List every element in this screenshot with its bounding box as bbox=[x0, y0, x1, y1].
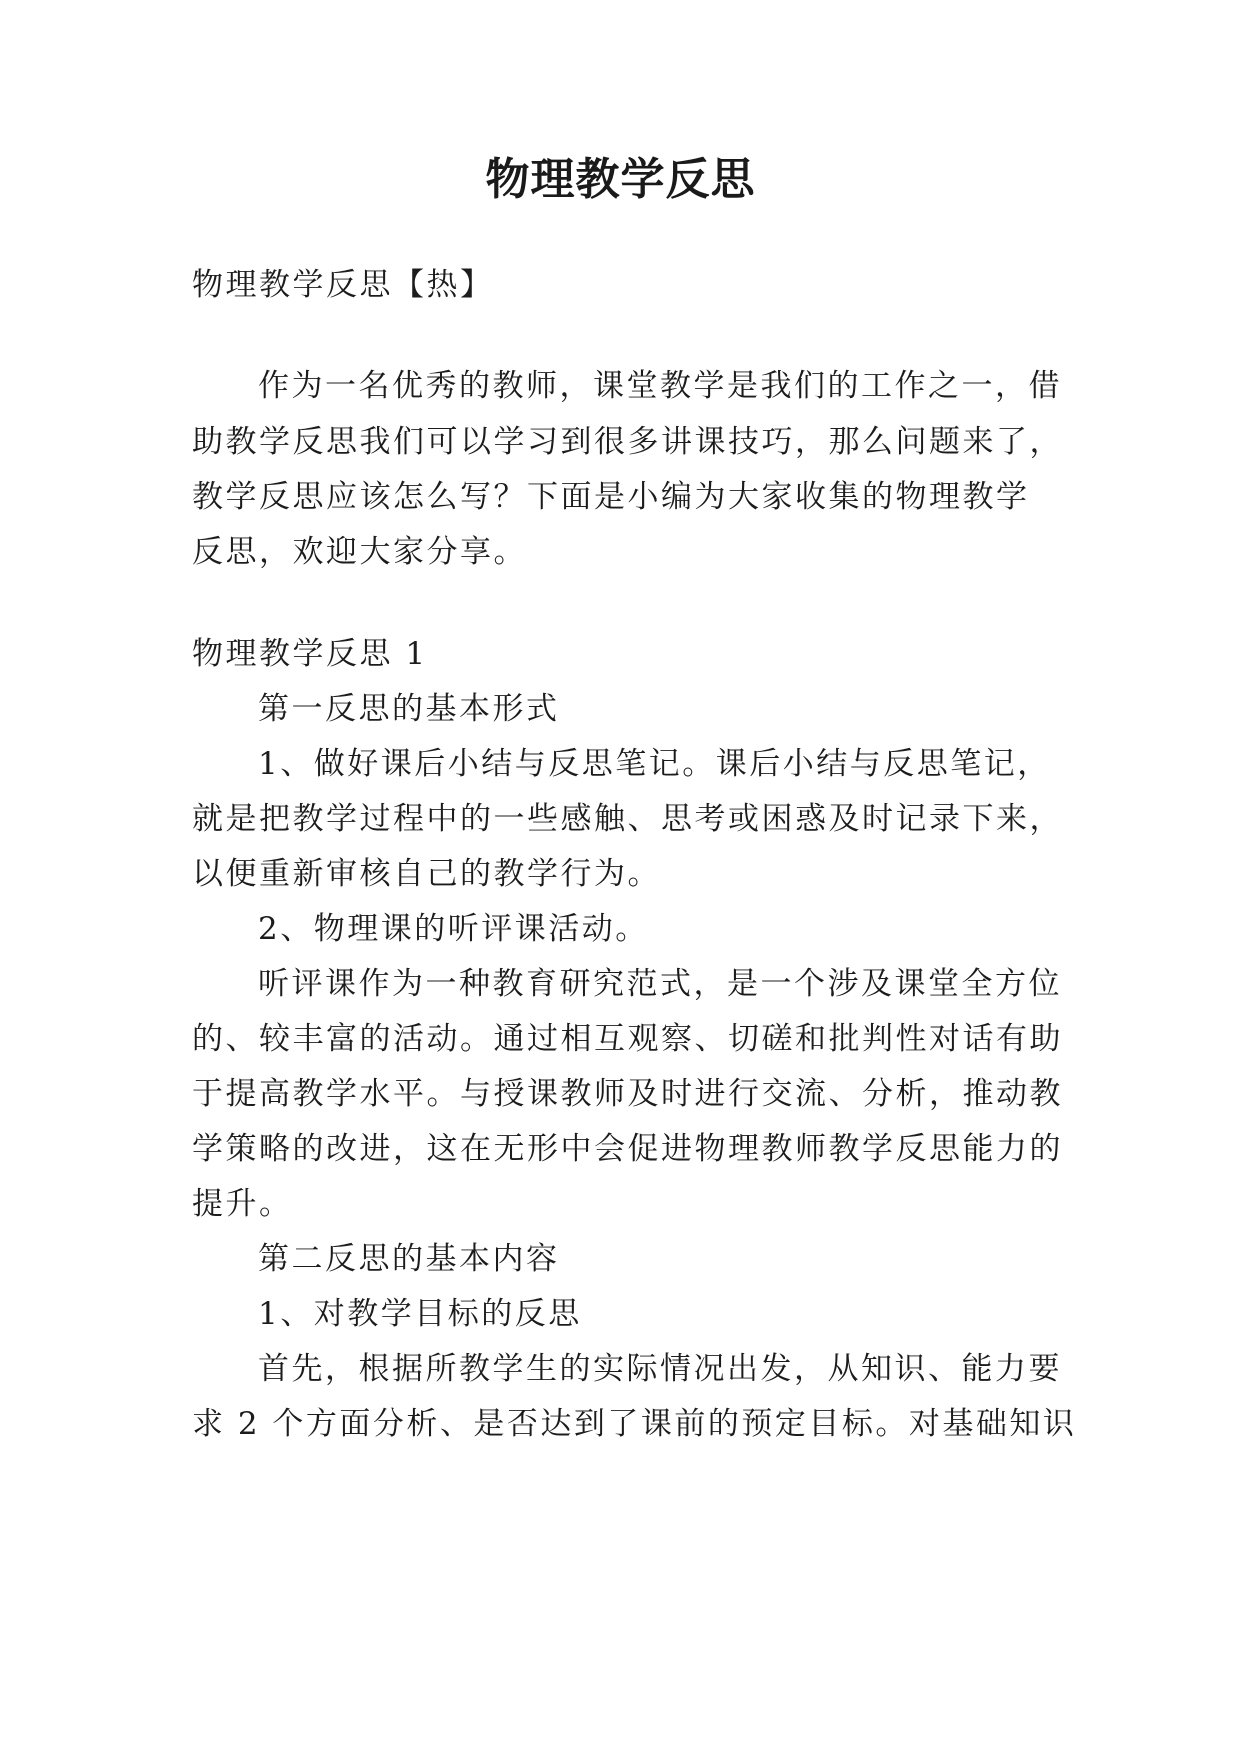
part-heading: 第一反思的基本形式 bbox=[258, 691, 560, 727]
item-heading: 2、物理课的听评课活动。 bbox=[258, 911, 649, 947]
intro-line: 反思，欢迎大家分享。 bbox=[192, 534, 527, 570]
part-heading: 第二反思的基本内容 bbox=[258, 1241, 560, 1277]
intro-line: 教学反思应该怎么写？下面是小编为大家收集的物理教学 bbox=[192, 479, 1030, 515]
paragraph-line: 首先，根据所教学生的实际情况出发，从知识、能力要 bbox=[258, 1351, 1062, 1387]
paragraph-line: 于提高教学水平。与授课教师及时进行交流、分析，推动教 bbox=[192, 1076, 1063, 1112]
item-line: 就是把教学过程中的一些感触、思考或困惑及时记录下来， bbox=[192, 801, 1063, 837]
paragraph-line: 提升。 bbox=[192, 1186, 293, 1222]
document-subtitle: 物理教学反思【热】 bbox=[192, 267, 494, 303]
item-line: 以便重新审核自己的教学行为。 bbox=[192, 856, 661, 892]
intro-line: 作为一名优秀的教师，课堂教学是我们的工作之一，借 bbox=[258, 368, 1062, 404]
section-heading: 物理教学反思 1 bbox=[192, 636, 428, 672]
document-title: 物理教学反思 bbox=[485, 154, 756, 205]
paragraph-line: 听评课作为一种教育研究范式，是一个涉及课堂全方位 bbox=[258, 966, 1062, 1002]
paragraph-line: 求 2 个方面分析、是否达到了课前的预定目标。对基础知识 bbox=[192, 1406, 1077, 1442]
paragraph-line: 学策略的改进，这在无形中会促进物理教师教学反思能力的 bbox=[192, 1131, 1063, 1167]
item-heading: 1、对教学目标的反思 bbox=[258, 1296, 582, 1332]
intro-line: 助教学反思我们可以学习到很多讲课技巧，那么问题来了， bbox=[192, 424, 1063, 460]
paragraph-line: 的、较丰富的活动。通过相互观察、切磋和批判性对话有助 bbox=[192, 1021, 1063, 1057]
item-line: 1、做好课后小结与反思笔记。课后小结与反思笔记， bbox=[258, 746, 1051, 782]
